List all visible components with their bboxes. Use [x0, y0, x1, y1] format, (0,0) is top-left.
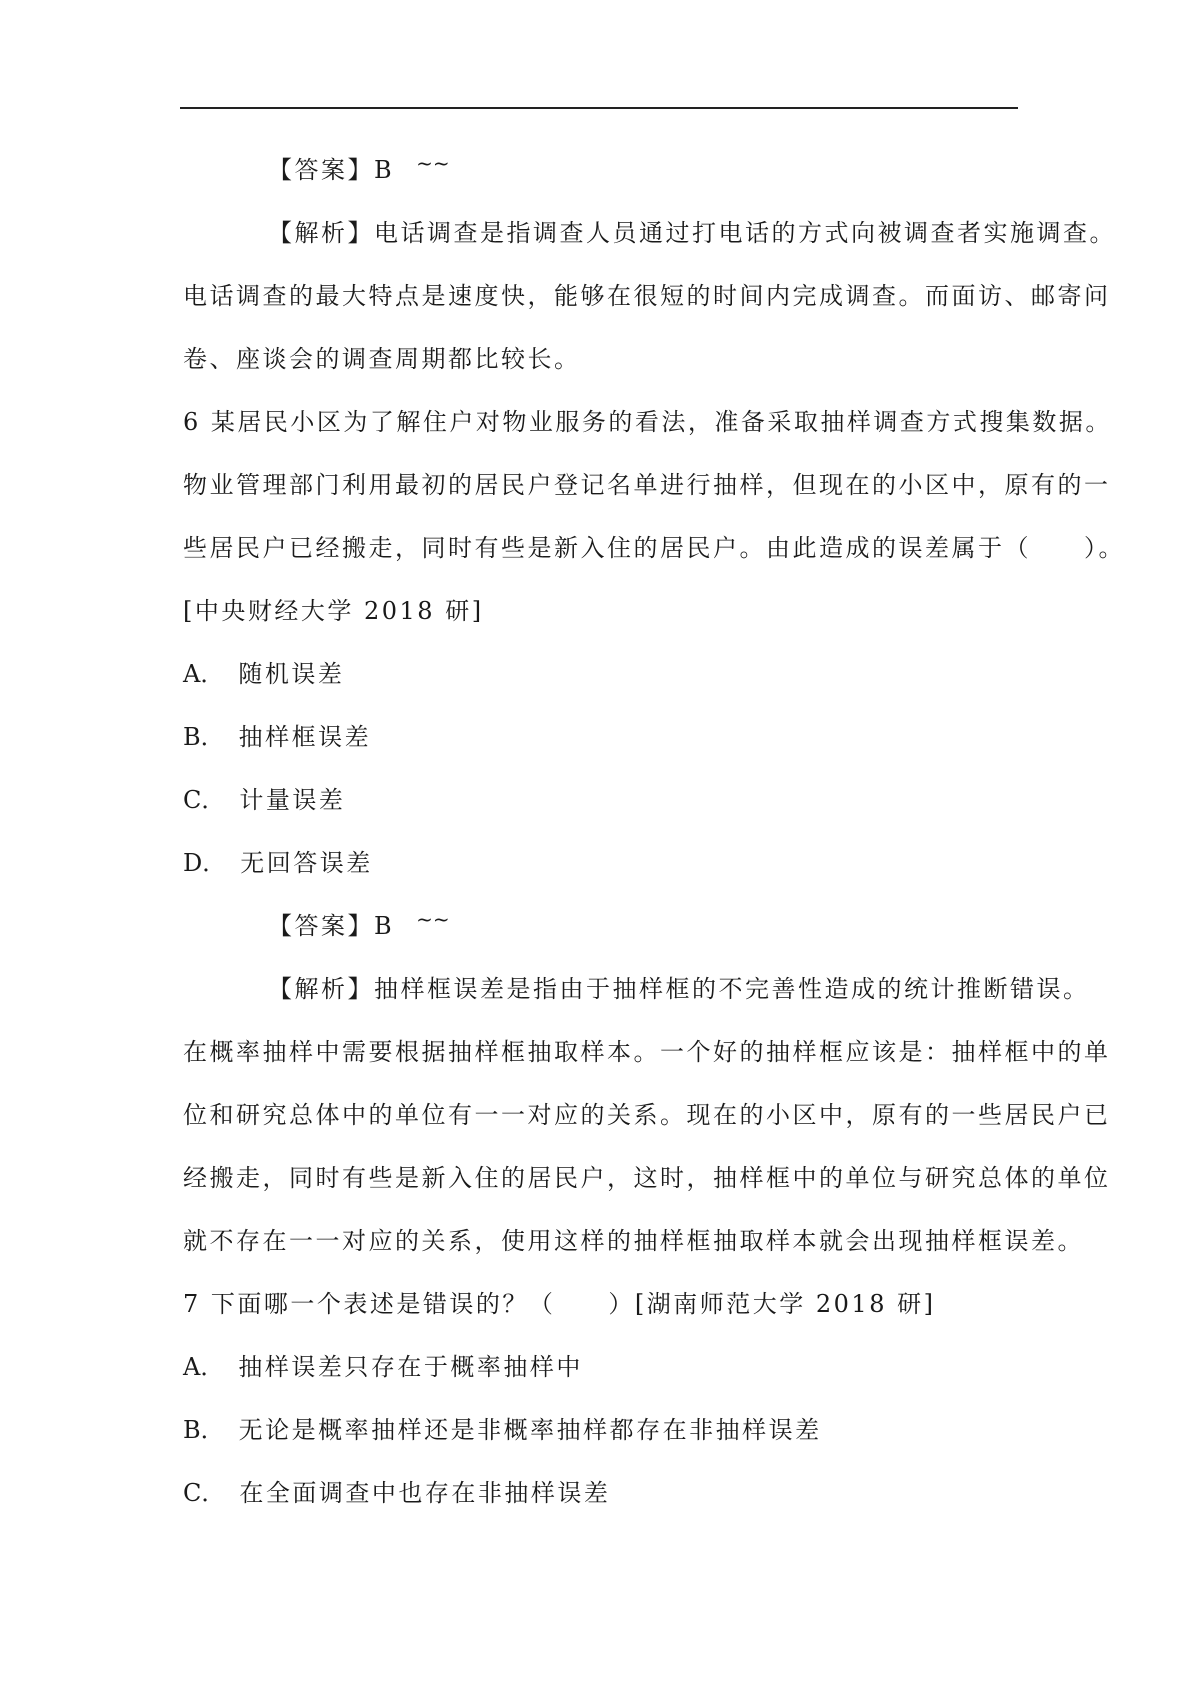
option-text: 抽样框误差 — [238, 723, 372, 751]
option-letter: B． — [183, 723, 225, 751]
option-c — [183, 1478, 610, 1508]
answer-line — [268, 907, 450, 942]
option-letter: B． — [183, 1416, 225, 1444]
analysis-line — [268, 974, 1090, 1004]
analysis-label: 【解析】 — [268, 975, 374, 1003]
question-source: [中央财经大学 2018 研] — [183, 597, 484, 625]
analysis-text: 电话调查的最大特点是速度快，能够在很短的时间内完成调查。而面访、邮寄问 — [183, 282, 1111, 310]
answer-line — [268, 151, 450, 186]
option-text: 计量误差 — [239, 786, 346, 814]
option-b — [183, 722, 371, 752]
option-b — [183, 1415, 822, 1445]
option-letter: C． — [183, 1479, 226, 1507]
analysis-text: 抽样框误差是指由于抽样框的不完善性造成的统计推断错误。 — [374, 975, 1090, 1003]
analysis-text: 卷、座谈会的调查周期都比较长。 — [183, 345, 581, 373]
option-letter: D． — [183, 849, 227, 877]
analysis-text: 在概率抽样中需要根据抽样框抽取样本。一个好的抽样框应该是：抽样框中的单 — [183, 1038, 1111, 1066]
analysis-line — [268, 218, 1116, 248]
answer-mark: ~~ — [416, 907, 450, 931]
option-letter: C． — [183, 786, 226, 814]
analysis-text: 电话调查是指调查人员通过打电话的方式向被调查者实施调查。 — [374, 219, 1116, 247]
option-c — [183, 785, 345, 815]
option-letter: A． — [183, 660, 225, 688]
header-rule — [180, 107, 1018, 109]
question-stem: 物业管理部门利用最初的居民户登记名单进行抽样，但现在的小区中，原有的一 — [183, 471, 1111, 499]
analysis-text: 就不存在一一对应的关系，使用这样的抽样框抽取样本就会出现抽样框误差。 — [183, 1227, 1084, 1255]
option-text: 抽样误差只存在于概率抽样中 — [238, 1353, 583, 1381]
analysis-label: 【解析】 — [268, 219, 374, 247]
option-text: 随机误差 — [238, 660, 345, 688]
answer-mark: ~~ — [416, 151, 450, 175]
answer-label: 【答案】B — [268, 912, 395, 940]
option-text: 在全面调查中也存在非抽样误差 — [239, 1479, 611, 1507]
option-a — [183, 1352, 583, 1382]
question-stem: 些居民户已经搬走，同时有些是新入住的居民户。由此造成的误差属于（ ）。 — [183, 534, 1125, 562]
analysis-text: 位和研究总体中的单位有一一对应的关系。现在的小区中，原有的一些居民户已 — [183, 1101, 1111, 1129]
question-stem: 7 下面哪一个表述是错误的？（ ）[湖南师范大学 2018 研] — [183, 1290, 936, 1318]
option-text: 无回答误差 — [240, 849, 373, 877]
option-d — [183, 848, 373, 878]
option-text: 无论是概率抽样还是非概率抽样都存在非抽样误差 — [238, 1416, 822, 1444]
option-letter: A． — [183, 1353, 225, 1381]
question-stem: 6 某居民小区为了解住户对物业服务的看法，准备采取抽样调查方式搜集数据。 — [183, 408, 1112, 436]
analysis-text: 经搬走，同时有些是新入住的居民户，这时，抽样框中的单位与研究总体的单位 — [183, 1164, 1111, 1192]
answer-label: 【答案】B — [268, 156, 395, 184]
option-a — [183, 659, 344, 689]
